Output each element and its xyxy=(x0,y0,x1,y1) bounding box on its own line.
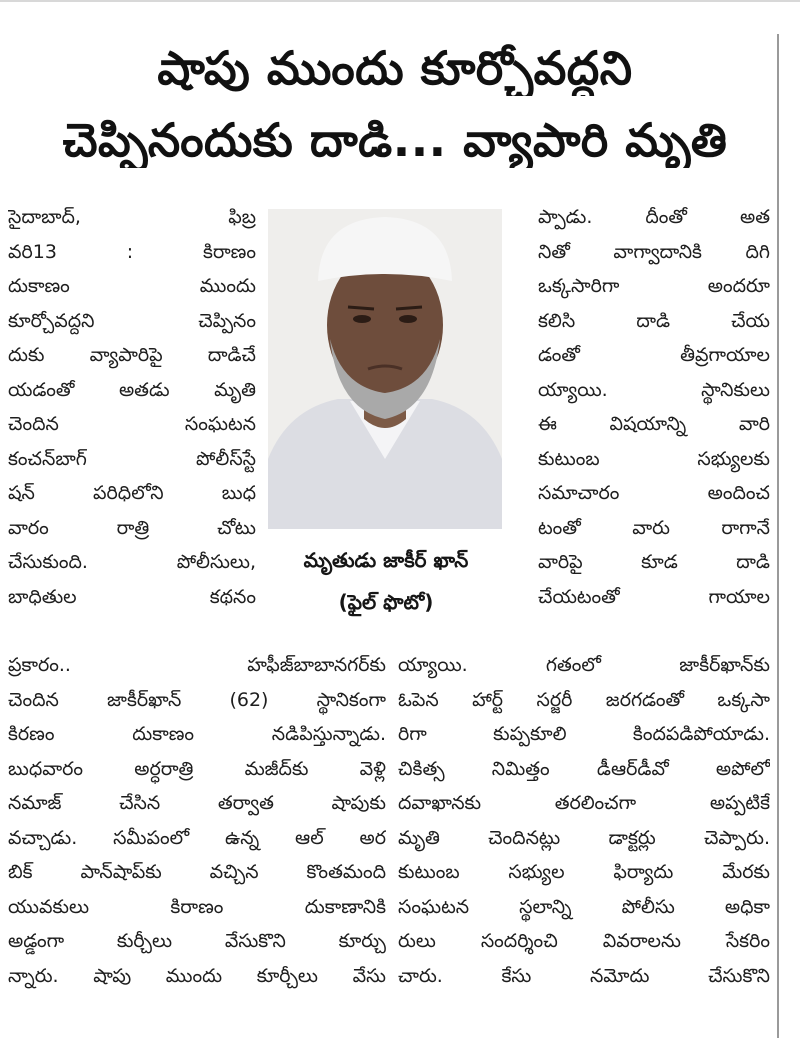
text-line: అడ్డంగా కుర్చీలు వేసుకొని కూర్చు xyxy=(8,930,386,952)
text-line: నితో వాగ్వాదానికి దిగి xyxy=(538,240,770,263)
text-line: బిక్ పాన్‌షాప్‌కు వచ్చిన కొంతమంది xyxy=(8,861,386,883)
text-line: యడంతో అతడు మృతి xyxy=(8,378,256,401)
text-line: రులు సందర్శించి వివరాలను సేకరిం xyxy=(398,930,770,952)
lower-left-column xyxy=(8,648,386,993)
text-line: య్యాయి. గతంలో జాకీర్‌ఖాన్‌కు xyxy=(398,654,770,676)
text-line: బాధితుల కథనం xyxy=(8,585,256,608)
text-line: దవాఖానకు తరలించగా అప్పటికే xyxy=(398,792,770,814)
text-line: ఓపెన హార్ట్ సర్జరీ జరగడంతో ఒక్కసా xyxy=(398,688,770,711)
text-line: చికిత్స నిమిత్తం డీఆర్‌డీవో అపోలో xyxy=(398,757,770,780)
text-line: రిగా కుప్పకూలి కిందపడిపోయాడు. xyxy=(398,723,770,745)
text-line: యువకులు కిరాణం దుకాణానికి xyxy=(8,895,386,918)
text-line: బుధవారం అర్ధరాత్రి మజీద్‌కు వెళ్లి xyxy=(8,757,386,780)
portrait-photo xyxy=(268,209,502,529)
text-line: వారిపై కూడ దాడి xyxy=(538,551,770,573)
text-line: టంతో వారు రాగానే xyxy=(538,516,770,539)
text-line: చెందిన జాకీర్‌ఖాన్ (62) స్థానికంగా xyxy=(8,688,386,711)
text-line: సంఘటన స్థలాన్ని పోలీసు అధికా xyxy=(398,895,770,918)
text-line: మృతి చెందినట్లు డాక్టర్లు చెప్పారు. xyxy=(398,826,770,849)
text-line: ప్రకారం.. హఫీజ్‌బాబానగర్‌కు xyxy=(8,654,386,676)
text-line: సమాచారం అందించ xyxy=(538,482,770,504)
photo-caption-file: (ఫైల్ ఫొటో) xyxy=(338,590,434,614)
text-line: కూర్చోవద్దని చెప్పినం xyxy=(8,309,256,332)
text-line: ఈ విషయాన్ని వారి xyxy=(538,413,770,435)
text-line: కుటుంబ సభ్యుల ఫిర్యాదు మేరకు xyxy=(398,861,770,883)
text-line: చెందిన సంఘటన xyxy=(8,413,256,435)
top-border xyxy=(0,0,800,2)
column-rule xyxy=(777,34,779,1038)
text-line: వారం రాత్రి చోటు xyxy=(8,516,256,539)
text-line: కిరణం దుకాణం నడిపిస్తున్నాడు. xyxy=(8,723,386,745)
headline-line-1: షాపు ముందు కూర్చోవద్దని xyxy=(157,41,633,95)
text-line: కలిసి దాడి చేయ xyxy=(538,309,770,332)
text-line: ప్పాడు. దీంతో అత xyxy=(538,206,770,228)
text-line: దుకు వ్యాపారిపై దాడిచే xyxy=(8,344,256,366)
text-line: కంచన్‌బాగ్ పోలీస్‌స్టే xyxy=(8,447,256,470)
right-column xyxy=(538,200,770,614)
text-line: కుటుంబ సభ్యులకు xyxy=(538,447,770,470)
text-line: న్నారు. షాపు ముందు కూర్చీలు వేసు xyxy=(8,964,386,987)
text-line: సైదాబాద్, ఫిబ్ర xyxy=(8,206,256,228)
headline-line-2: చెప్పినందుకు దాడి... వ్యాపారి మృతి xyxy=(62,113,728,167)
text-line: య్యాయి. స్థానికులు xyxy=(538,378,770,401)
text-line: వచ్చాడు. సమీపంలో ఉన్న ఆల్ అర xyxy=(8,826,386,849)
text-line: చేయటంతో గాయాల xyxy=(538,585,770,608)
text-line: నమాజ్ చేసిన తర్వాత షాపుకు xyxy=(8,792,386,814)
text-line: షన్ పరిధిలోని బుధ xyxy=(8,482,256,504)
text-line: చారు. కేసు నమోదు చేసుకొని xyxy=(398,964,770,987)
text-line: డంతో తీవ్రగాయాల xyxy=(538,344,770,366)
portrait-illustration xyxy=(268,209,502,529)
photo-caption-name: మృతుడు జాకీర్ ఖాన్ xyxy=(303,548,469,572)
text-line: ఒక్కసారిగా అందరూ xyxy=(538,275,770,297)
text-line: వరి13 : కిరాణం xyxy=(8,240,256,263)
lower-right-column xyxy=(398,648,770,993)
text-line: చేసుకుంది. పోలీసులు, xyxy=(8,551,256,573)
left-column xyxy=(8,200,256,614)
text-line: దుకాణం ముందు xyxy=(8,275,256,297)
